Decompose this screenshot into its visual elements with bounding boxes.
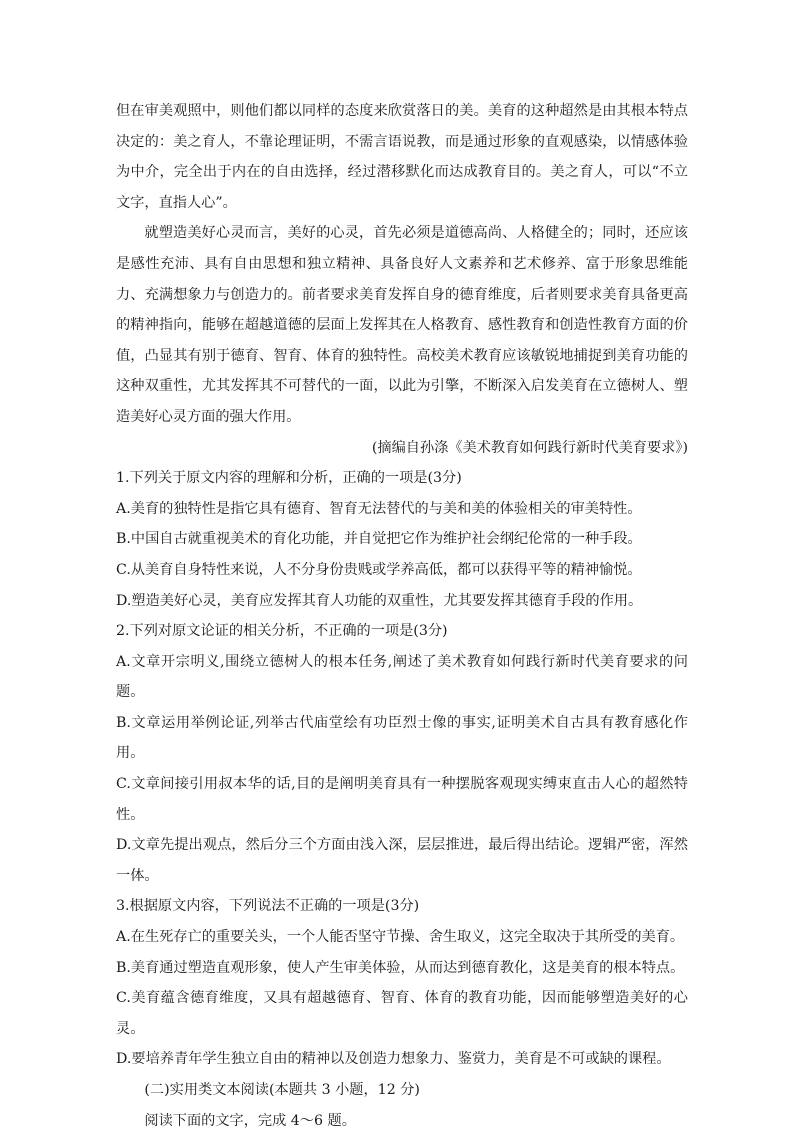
section-instruction: 阅读下面的文字，完成 4～6 题。	[144, 1112, 356, 1129]
option-a: A.文章开宗明义,围绕立德树人的根本任务,阐述了美术教育如何践行新时代美育要求的问题。	[116, 653, 688, 701]
exam-page	[116, 96, 688, 1136]
option-d: D.要培养青年学生独立自由的精神以及创造力想象力、鉴赏力，美育是不可或缺的课程。	[116, 1051, 671, 1068]
option-b: B.文章运用举例论证,列举古代庙堂绘有功臣烈士像的事实,证明美术自古具有教育感化作用。	[116, 714, 688, 762]
option-c: C.美育蕴含德育维度，又具有超越德育、智育、体育的教育功能，因而能够塑造美好的心灵。	[116, 990, 688, 1037]
option-c: C.文章间接引用叔本华的话,目的是阐明美育具有一种摆脱客观现实缚束直击人心的超然特性。	[116, 776, 688, 823]
question-title: 1.下列关于原文内容的理解和分析，正确的一项是(3分)	[116, 470, 462, 487]
article-paragraph-2: 就塑造美好心灵而言，美好的心灵，首先必须是道德高尚、人格健全的；同时，还应该是感性充沛、具有自由思想和独立精神、具备良好人文素养和艺术修养、富于形象思维能力、充满想象力与创造力的。前者要求美育发挥自身的德育维度，后者则要求美育具备更高的精神指向，能够在超越道德的层面上发挥其在人格教育、感性教育和创造性教育方面的价值，凸显其有别于德育、智育、体育的独特性。高校美术教育应该敏锐地捕捉到美育功能的这种双重性，尤其发挥其不可替代的一面，以此为引擎，不断深入启发美育在立德树人、塑造美好心灵方面的强大作用。	[116, 225, 688, 425]
option-d: D.文章先提出观点，然后分三个方面由浅入深，层层推进，最后得出结论。逻辑严密，浑然一体。	[116, 837, 688, 884]
question-2	[116, 616, 688, 891]
article-paragraph-1: 但在审美观照中，则他们都以同样的态度来欣赏落日的美。美育的这种超然是由其根本特点决定的：美之育人，不靠论理证明，不需言语说教，而是通过形象的直观感染，以情感体验为中介，完全出于内在的自由选择，经过潜移默化而达成教育目的。美之育人，可以“不立文字，直指人心”。	[116, 103, 688, 211]
question-title: 3.根据原文内容，下列说法不正确的一项是(3分)	[116, 898, 420, 915]
question-3	[116, 891, 688, 1075]
question-title: 2.下列对原文论证的相关分析，不正确的一项是(3分)	[116, 623, 448, 640]
option-d: D.塑造美好心灵，美育应发挥其育人功能的双重性，尤其要发挥其德育手段的作用。	[116, 592, 643, 609]
option-b: B.中国自古就重视美术的育化功能，并自觉把它作为维护社会纲纪伦常的一种手段。	[116, 531, 642, 548]
option-a: A.美育的独特性是指它具有德育、智育无法替代的与美和美的体验相关的审美特性。	[116, 500, 642, 517]
section-heading: (二)实用类文本阅读(本题共 3 小题，12 分)	[144, 1082, 420, 1098]
option-c: C.从美育自身特性来说，人不分身份贵贱或学养高低，都可以获得平等的精神愉悦。	[116, 561, 642, 578]
article-source: (摘编自孙涤《美术教育如何践行新时代美育要求》)	[371, 439, 688, 456]
option-a: A.在生死存亡的重要关头，一个人能否坚守节操、舍生取义，这完全取决于其所受的美育。	[116, 929, 685, 946]
option-b: B.美育通过塑造直观形象，使人产生审美体验，从而达到德育教化，这是美育的根本特点。	[116, 959, 685, 976]
question-1	[116, 463, 688, 616]
